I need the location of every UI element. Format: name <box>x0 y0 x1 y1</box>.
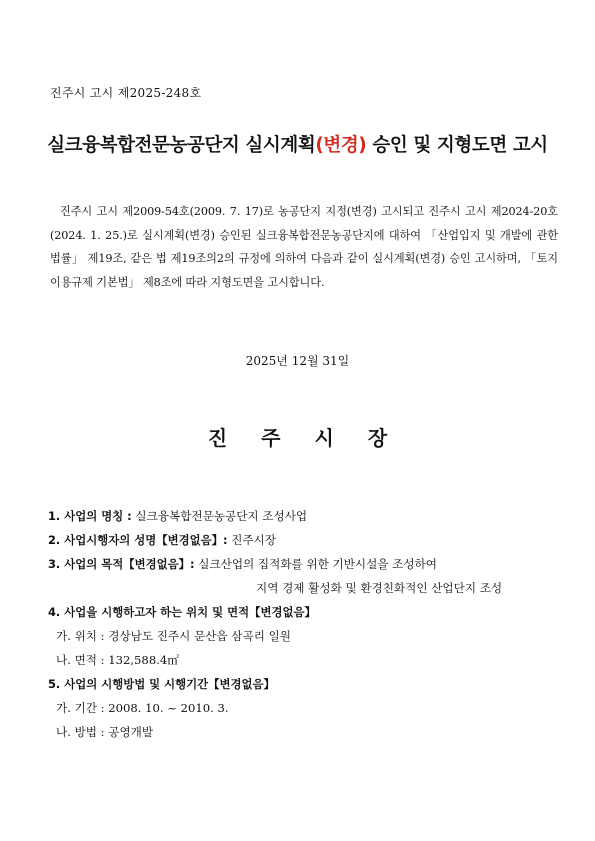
notice-number: 진주시 고시 제2025-248호 <box>50 86 202 100</box>
title-suffix: 승인 및 지형도면 고시 <box>366 135 548 156</box>
document-title <box>0 131 595 157</box>
notice-body <box>50 200 558 294</box>
item-3-label: 3. 사업의 목적【변경없음】: <box>48 557 195 571</box>
item-4-location: 가. 위치 : 경상남도 진주시 문산읍 삼곡리 일원 <box>56 629 291 643</box>
item-4-label: 4. 사업을 시행하고자 하는 위치 및 면적【변경없음】 <box>48 605 316 619</box>
item-5 <box>48 672 558 696</box>
item-1 <box>48 504 558 528</box>
item-2-value: 진주시장 <box>231 533 277 547</box>
item-3 <box>48 552 558 576</box>
issuer-name: 진주시장 <box>207 426 422 450</box>
item-list <box>48 504 558 744</box>
item-3-value-line2: 지역 경제 활성화 및 환경친화적인 산업단지 조성 <box>256 581 503 595</box>
item-1-value: 실크융복합전문농공단지 조성사업 <box>135 509 308 523</box>
item-2 <box>48 528 558 552</box>
body-paragraph: 진주시 고시 제2009-54호(2009. 7. 17)로 농공단지 지정(변경) 고시되고 진주시 고시 제2024-20호(2024. 1. 25.)로 실시계획(변경) 승인된 실크융복합전문농공단지에 대하여 「산업입지 및 개발에 관한 법률」 제19조, 같은 법 제19조의2의 규정에 의하여 다음과 같이 실시계획(변경) 승인 고시하며, 「토지이용규제 기본법」 제8조에 따라 지형도면을 고시합니다. <box>50 205 558 289</box>
item-4-area: 나. 면적 : 132,588.4㎡ <box>56 653 179 667</box>
item-1-label: 1. 사업의 명칭 : <box>48 509 132 523</box>
notice-date: 2025년 12월 31일 <box>245 354 350 368</box>
item-5-period: 가. 기간 : 2008. 10. ~ 2010. 3. <box>56 701 229 715</box>
item-3-continuation <box>48 576 558 600</box>
item-5-label: 5. 사업의 시행방법 및 시행기간【변경없음】 <box>48 677 275 691</box>
title-change-mark: (변경) <box>315 135 367 156</box>
item-5-method: 나. 방법 : 공영개발 <box>56 725 154 739</box>
title-main: 실크융복합전문농공단지 실시계획 <box>47 135 316 156</box>
item-3-value-line1: 실크산업의 집적화를 위한 기반시설을 조성하여 <box>198 557 437 571</box>
item-2-label: 2. 사업시행자의 성명【변경없음】: <box>48 533 228 547</box>
item-4 <box>48 600 558 624</box>
